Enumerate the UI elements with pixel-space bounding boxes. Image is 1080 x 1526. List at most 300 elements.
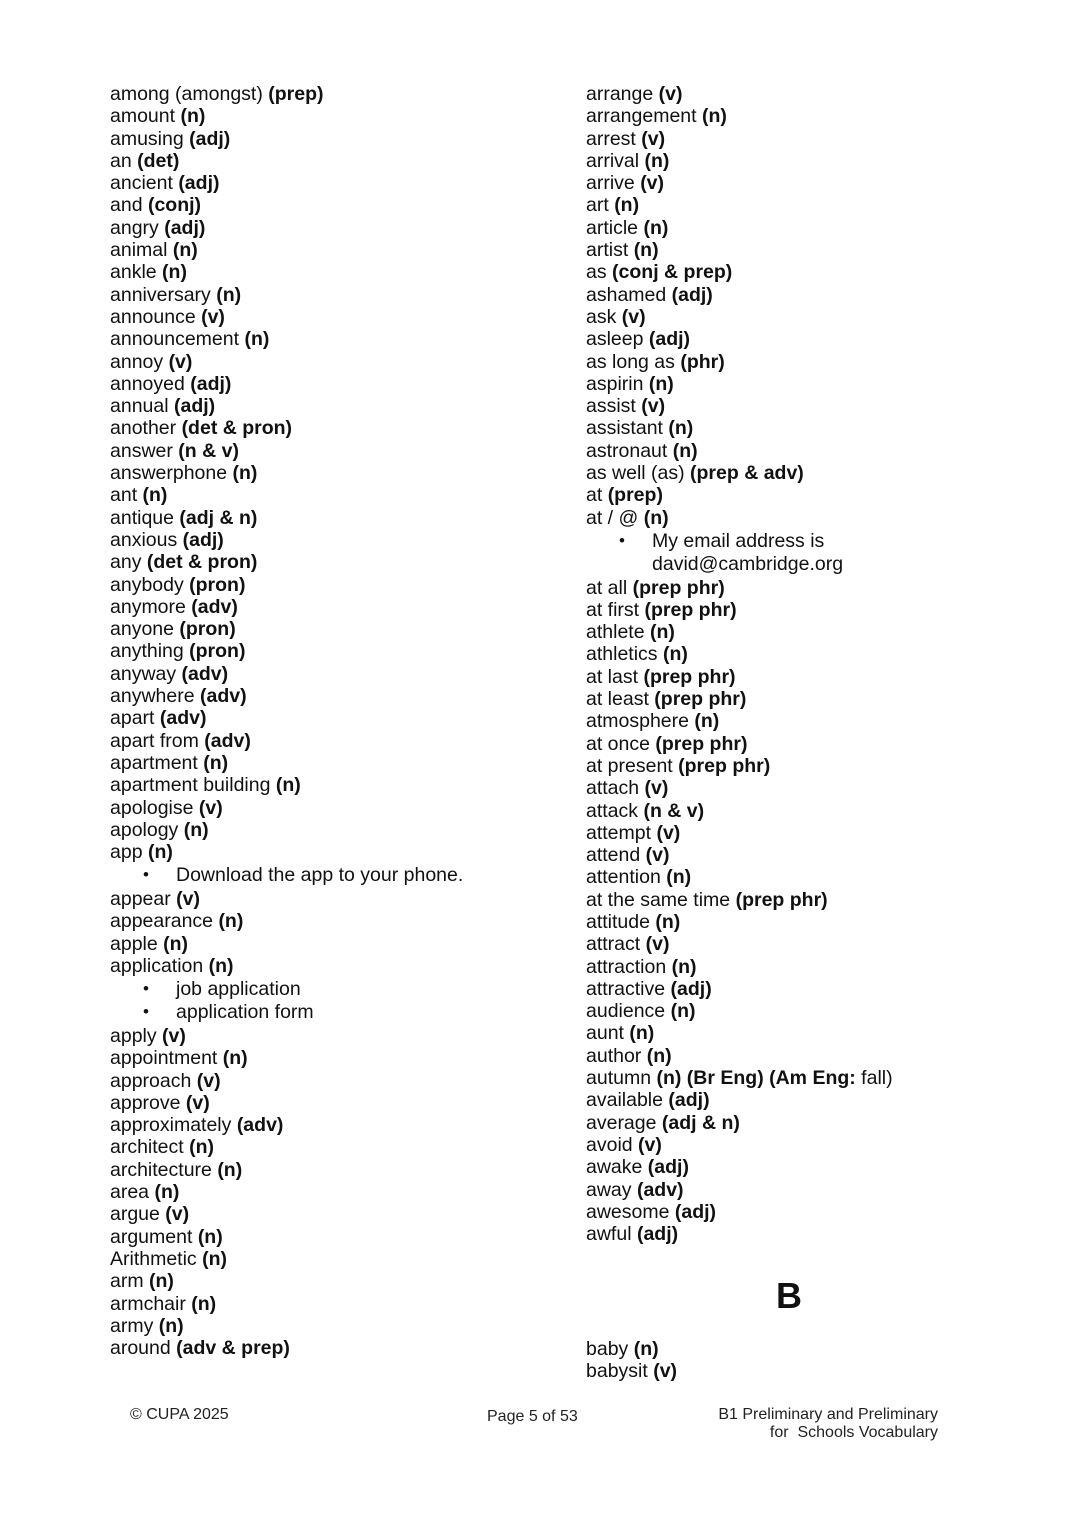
- part-of-speech: (n): [163, 932, 189, 955]
- vocab-entry: [586, 306, 1026, 328]
- part-of-speech: (adj): [636, 1223, 679, 1246]
- part-of-speech: (prep): [268, 83, 324, 105]
- vocab-entry: [110, 150, 550, 172]
- part-of-speech: (n): [191, 1292, 217, 1315]
- part-of-speech: (n): [643, 216, 669, 239]
- part-of-speech: (adj): [178, 172, 220, 195]
- right-word-column-b: [586, 1338, 1026, 1383]
- vocab-word: at once: [586, 732, 650, 755]
- vocab-word: appointment: [110, 1047, 218, 1070]
- vocab-entry: [110, 105, 550, 127]
- part-of-speech: (v): [653, 1360, 678, 1383]
- part-of-speech: (n & v): [643, 799, 705, 822]
- part-of-speech: (n): [633, 239, 659, 262]
- vocab-entry: [110, 261, 550, 283]
- part-of-speech: (n): [614, 194, 640, 217]
- vocab-entry: [110, 1025, 550, 1047]
- vocab-entry: [110, 239, 550, 261]
- vocab-word: ashamed: [586, 283, 667, 306]
- vocab-word: apartment building: [110, 774, 271, 797]
- part-of-speech: (v): [638, 1133, 662, 1156]
- vocab-word: any: [110, 551, 142, 574]
- vocab-entry: [110, 1337, 550, 1359]
- vocab-entry: [586, 1360, 1026, 1382]
- vocab-entry: [586, 172, 1026, 194]
- vocab-word: answerphone: [110, 462, 228, 485]
- vocab-entry: [110, 1203, 550, 1225]
- vocab-word: army: [110, 1314, 154, 1337]
- part-of-speech: (n): [666, 866, 692, 889]
- part-of-speech: (n): [183, 818, 209, 841]
- part-of-speech: (adj): [674, 1200, 717, 1223]
- part-of-speech: (v): [645, 933, 670, 956]
- vocab-entry: [110, 484, 550, 506]
- vocab-entry: [110, 1181, 550, 1203]
- part-of-speech: (n): [232, 462, 258, 485]
- part-of-speech: (v): [656, 821, 681, 844]
- vocab-entry: [110, 1248, 550, 1270]
- part-of-speech: (conj): [147, 194, 202, 217]
- vocab-word: assistant: [586, 417, 663, 440]
- vocab-word: attend: [586, 844, 641, 867]
- vocab-entry: [586, 956, 1026, 978]
- vocab-word: at least: [586, 688, 649, 711]
- vocab-word: antique: [110, 506, 174, 529]
- vocab-word: approach: [110, 1069, 192, 1092]
- vocab-entry: [110, 663, 550, 685]
- vocab-word: app: [110, 841, 143, 864]
- vocab-word: article: [586, 216, 639, 239]
- vocab-word: annual: [110, 395, 169, 418]
- part-of-speech: (pron): [189, 573, 246, 596]
- vocab-word: approve: [110, 1091, 181, 1114]
- part-of-speech: (n): [172, 239, 198, 262]
- vocab-entry: [110, 774, 550, 796]
- vocab-entry: [586, 822, 1026, 844]
- vocab-word: asleep: [586, 328, 644, 351]
- vocab-entry: [586, 1067, 1026, 1089]
- vocab-entry: [586, 599, 1026, 621]
- part-of-speech: (n) (Br Eng) (Am Eng:: [656, 1067, 856, 1090]
- vocab-word: art: [586, 194, 609, 217]
- vocab-entry: [586, 1089, 1026, 1111]
- part-of-speech: (det & pron): [181, 417, 293, 440]
- vocab-entry: [110, 1114, 550, 1136]
- vocab-word: away: [586, 1178, 632, 1201]
- vocab-word: astronaut: [586, 439, 668, 462]
- vocab-entry: [586, 1112, 1026, 1134]
- vocab-word: avoid: [586, 1133, 633, 1156]
- vocab-word: annoyed: [110, 372, 185, 395]
- part-of-speech: (n): [672, 439, 698, 462]
- example-bullet: • application form: [110, 1001, 550, 1024]
- footer-copyright: © CUPA 2025: [130, 1406, 229, 1423]
- part-of-speech: (adv): [236, 1114, 284, 1137]
- vocab-word: as well (as): [586, 462, 685, 485]
- vocab-word: attractive: [586, 977, 666, 1000]
- footer-title-line2: for Schools Vocabulary: [769, 1424, 938, 1441]
- vocab-entry: [110, 1315, 550, 1337]
- vocab-word: architecture: [110, 1158, 212, 1181]
- part-of-speech: (det): [137, 149, 180, 172]
- part-of-speech: (adj & n): [661, 1111, 740, 1134]
- vocab-entry: [110, 707, 550, 729]
- part-of-speech: (prep phr): [655, 732, 748, 755]
- vocab-entry: [110, 1070, 550, 1092]
- vocab-entry: [110, 1159, 550, 1181]
- vocab-entry: [110, 618, 550, 640]
- part-of-speech: (v): [621, 305, 646, 328]
- vocab-word: attention: [586, 866, 661, 889]
- part-of-speech: (prep): [607, 484, 663, 507]
- vocab-entry: [586, 373, 1026, 395]
- part-of-speech: (n): [154, 1181, 180, 1204]
- vocab-word: author: [586, 1044, 642, 1067]
- vocab-word: ask: [586, 305, 617, 328]
- part-of-speech: (phr): [680, 350, 725, 373]
- vocab-word: apartment: [110, 751, 198, 774]
- part-of-speech: (conj & prep): [612, 261, 733, 284]
- vocab-entry: [110, 306, 550, 328]
- vocab-entry: [110, 172, 550, 194]
- part-of-speech: (v): [185, 1091, 210, 1114]
- vocab-entry: [110, 640, 550, 662]
- vocab-word: at last: [586, 665, 639, 688]
- vocab-entry: [110, 730, 550, 752]
- vocab-entry: [110, 1226, 550, 1248]
- vocab-entry: [110, 841, 550, 863]
- part-of-speech: (n): [671, 955, 697, 978]
- part-of-speech: (adj): [671, 283, 713, 306]
- vocab-entry: [586, 83, 1026, 105]
- vocab-entry: [586, 284, 1026, 306]
- vocab-entry: [110, 910, 550, 932]
- part-of-speech: (prep phr): [643, 665, 736, 688]
- vocab-word: attack: [586, 799, 639, 822]
- vocab-word: amusing: [110, 127, 184, 150]
- vocab-entry: [586, 1134, 1026, 1156]
- vocab-word: attach: [586, 777, 640, 800]
- vocab-entry: [586, 688, 1026, 710]
- vocab-entry: [586, 666, 1026, 688]
- part-of-speech: (prep phr): [735, 888, 828, 911]
- part-of-speech: (adj): [670, 977, 712, 1000]
- vocab-word: animal: [110, 239, 168, 262]
- footer-page-number: Page 5 of 53: [487, 1408, 578, 1425]
- vocab-word: at the same time: [586, 888, 731, 911]
- vocab-entry: [586, 150, 1026, 172]
- part-of-speech: (n): [244, 328, 270, 351]
- vocab-word: Arithmetic: [110, 1247, 197, 1270]
- vocab-entry: [586, 866, 1026, 888]
- vocab-entry: [586, 889, 1026, 911]
- vocab-word: attempt: [586, 821, 652, 844]
- part-of-speech: (n): [643, 506, 669, 529]
- part-of-speech: (adv): [191, 595, 238, 618]
- vocab-entry: [110, 328, 550, 350]
- vocab-word: apology: [110, 818, 179, 841]
- part-of-speech: (n): [629, 1022, 655, 1045]
- vocab-entry: [586, 440, 1026, 462]
- part-of-speech: (n): [702, 105, 727, 128]
- part-of-speech: (adj): [647, 1156, 689, 1179]
- part-of-speech: (n): [222, 1047, 248, 1070]
- part-of-speech: (n): [644, 149, 670, 172]
- part-of-speech: (n): [142, 484, 168, 507]
- vocab-entry: [586, 105, 1026, 127]
- vocab-word: apart from: [110, 729, 199, 752]
- part-of-speech: (adv): [199, 685, 247, 708]
- part-of-speech: (v): [640, 172, 665, 195]
- vocab-entry: [586, 507, 1026, 529]
- vocab-word: autumn: [586, 1067, 652, 1090]
- section-letter-heading: B: [776, 1275, 802, 1316]
- part-of-speech: (n): [648, 372, 674, 395]
- vocab-entry: [110, 797, 550, 819]
- vocab-entry: [586, 777, 1026, 799]
- vocab-note: fall): [855, 1067, 893, 1090]
- example-bullet: • job application: [110, 978, 550, 1001]
- vocab-entry: [586, 1338, 1026, 1360]
- vocab-word: attitude: [586, 910, 650, 933]
- vocab-word: athletics: [586, 643, 658, 666]
- vocab-word: at all: [586, 576, 628, 599]
- vocab-word: attraction: [586, 955, 667, 978]
- vocab-entry: [586, 1000, 1026, 1022]
- vocab-word: answer: [110, 439, 173, 462]
- part-of-speech: (n): [189, 1136, 215, 1159]
- vocab-word: apologise: [110, 796, 194, 819]
- vocab-word: area: [110, 1181, 150, 1204]
- vocab-word: awful: [586, 1223, 632, 1246]
- part-of-speech: (v): [176, 888, 200, 911]
- vocab-entry: [586, 1201, 1026, 1223]
- vocab-word: artist: [586, 239, 629, 262]
- vocab-entry: [110, 1136, 550, 1158]
- vocab-entry: [586, 194, 1026, 216]
- vocab-entry: [110, 217, 550, 239]
- part-of-speech: (v): [165, 1203, 190, 1226]
- vocab-word: assist: [586, 395, 636, 418]
- vocab-word: arm: [110, 1270, 144, 1293]
- part-of-speech: (v): [658, 83, 683, 105]
- right-word-column: [586, 83, 1026, 1245]
- part-of-speech: (v): [645, 844, 670, 867]
- vocab-entry: [110, 551, 550, 573]
- vocab-entry: [586, 261, 1026, 283]
- part-of-speech: (n): [633, 1338, 659, 1360]
- vocab-word: arrest: [586, 127, 636, 150]
- vocab-word: baby: [586, 1338, 629, 1360]
- part-of-speech: (adv): [636, 1178, 684, 1201]
- part-of-speech: (n): [646, 1044, 672, 1067]
- vocab-word: anyway: [110, 662, 177, 685]
- vocab-word: armchair: [110, 1292, 186, 1315]
- vocab-word: announce: [110, 305, 196, 328]
- vocab-entry: [110, 888, 550, 910]
- vocab-entry: [586, 1179, 1026, 1201]
- vocab-entry: [586, 577, 1026, 599]
- vocab-entry: [110, 955, 550, 977]
- part-of-speech: (n): [216, 283, 242, 306]
- vocab-word: ant: [110, 484, 138, 507]
- part-of-speech: (n): [655, 910, 681, 933]
- vocab-entry: [586, 978, 1026, 1000]
- vocab-word: arrange: [586, 83, 654, 105]
- part-of-speech: (prep phr): [678, 754, 771, 777]
- vocab-entry: [586, 710, 1026, 732]
- part-of-speech: (n): [668, 417, 694, 440]
- left-word-column: [110, 83, 550, 1359]
- vocab-word: anyone: [110, 618, 174, 641]
- part-of-speech: (adj): [648, 328, 691, 351]
- vocab-word: at first: [586, 598, 640, 621]
- vocab-entry: [110, 1047, 550, 1069]
- vocab-entry: [586, 1045, 1026, 1067]
- vocab-word: among (amongst): [110, 83, 263, 105]
- part-of-speech: (pron): [189, 640, 246, 663]
- vocab-entry: [110, 194, 550, 216]
- vocab-entry: [586, 128, 1026, 150]
- vocab-word: anything: [110, 640, 184, 663]
- vocab-word: amount: [110, 105, 176, 128]
- vocab-entry: [586, 755, 1026, 777]
- vocab-word: another: [110, 417, 177, 440]
- vocab-entry: [110, 819, 550, 841]
- vocab-word: aunt: [586, 1022, 624, 1045]
- part-of-speech: (v): [201, 305, 225, 328]
- vocab-entry: [110, 462, 550, 484]
- vocab-word: attract: [586, 933, 641, 956]
- part-of-speech: (v): [198, 796, 223, 819]
- vocab-entry: [110, 752, 550, 774]
- vocab-word: apart: [110, 707, 155, 730]
- vocab-entry: [586, 643, 1026, 665]
- part-of-speech: (n): [670, 1000, 696, 1023]
- part-of-speech: (adv & prep): [176, 1337, 290, 1360]
- vocab-word: anybody: [110, 573, 184, 596]
- vocab-entry: [586, 395, 1026, 417]
- vocab-word: babysit: [586, 1360, 648, 1383]
- vocab-word: available: [586, 1089, 663, 1112]
- part-of-speech: (det & pron): [146, 551, 258, 574]
- part-of-speech: (v): [641, 127, 666, 150]
- part-of-speech: (n): [694, 710, 720, 733]
- part-of-speech: (v): [644, 777, 669, 800]
- vocab-word: argument: [110, 1225, 193, 1248]
- vocab-word: average: [586, 1111, 657, 1134]
- vocab-entry: [110, 417, 550, 439]
- vocab-word: an: [110, 149, 132, 172]
- part-of-speech: (adj & n): [179, 506, 258, 529]
- vocab-word: arrive: [586, 172, 635, 195]
- vocab-word: audience: [586, 1000, 666, 1023]
- vocab-word: around: [110, 1337, 171, 1360]
- vocab-word: aspirin: [586, 372, 644, 395]
- vocab-word: as: [586, 261, 607, 284]
- vocab-word: announcement: [110, 328, 240, 351]
- vocab-entry: [110, 685, 550, 707]
- part-of-speech: (adj): [173, 395, 216, 418]
- part-of-speech: (n): [649, 621, 675, 644]
- part-of-speech: (pron): [179, 618, 236, 641]
- vocab-word: awake: [586, 1156, 643, 1179]
- vocab-entry: [586, 933, 1026, 955]
- vocab-entry: [586, 621, 1026, 643]
- part-of-speech: (n): [180, 105, 206, 128]
- part-of-speech: (prep & adv): [690, 462, 804, 485]
- vocab-word: appearance: [110, 910, 214, 933]
- part-of-speech: (adv): [159, 707, 207, 730]
- part-of-speech: (n): [275, 774, 301, 797]
- vocab-entry: [110, 351, 550, 373]
- vocab-word: arrival: [586, 149, 640, 172]
- vocab-entry: [110, 83, 550, 105]
- vocab-entry: [110, 507, 550, 529]
- vocab-word: approximately: [110, 1114, 232, 1137]
- footer-document-title: [716, 1406, 938, 1442]
- vocab-entry: [110, 1293, 550, 1315]
- vocab-entry: [110, 440, 550, 462]
- vocab-word: application: [110, 955, 204, 978]
- part-of-speech: (n): [217, 1158, 243, 1181]
- vocab-word: apply: [110, 1024, 157, 1047]
- vocab-entry: [110, 395, 550, 417]
- vocab-entry: [586, 484, 1026, 506]
- vocab-entry: [110, 596, 550, 618]
- vocab-entry: [110, 128, 550, 150]
- vocab-word: atmosphere: [586, 710, 689, 733]
- vocab-word: anxious: [110, 528, 178, 551]
- part-of-speech: (v): [162, 1024, 186, 1047]
- vocab-word: athlete: [586, 621, 645, 644]
- part-of-speech: (adv): [204, 729, 251, 752]
- part-of-speech: (n): [218, 910, 244, 933]
- vocab-entry: [110, 1270, 550, 1292]
- vocab-entry: [586, 328, 1026, 350]
- vocab-entry: [586, 217, 1026, 239]
- vocab-word: argue: [110, 1203, 160, 1226]
- vocab-word: anniversary: [110, 283, 211, 306]
- part-of-speech: (n): [162, 261, 187, 284]
- part-of-speech: (n): [208, 955, 234, 978]
- vocab-entry: [586, 351, 1026, 373]
- vocab-entry: [586, 1156, 1026, 1178]
- part-of-speech: (v): [168, 350, 193, 373]
- vocab-word: arrangement: [586, 105, 697, 128]
- footer-title-line1: B1 Preliminary and Preliminary: [718, 1406, 938, 1423]
- part-of-speech: (adj): [668, 1089, 710, 1112]
- part-of-speech: (prep phr): [654, 688, 747, 711]
- vocab-word: at present: [586, 754, 673, 777]
- part-of-speech: (n): [158, 1314, 184, 1337]
- vocab-entry: [586, 733, 1026, 755]
- part-of-speech: (adj): [182, 528, 224, 551]
- vocab-word: architect: [110, 1136, 184, 1159]
- vocab-entry: [586, 1223, 1026, 1245]
- example-bullet: • My email address is david@cambridge.org: [586, 530, 1026, 576]
- part-of-speech: (v): [641, 395, 666, 418]
- vocab-entry: [110, 1092, 550, 1114]
- vocab-word: and: [110, 194, 143, 217]
- part-of-speech: (prep phr): [644, 598, 737, 621]
- vocab-word: annoy: [110, 350, 164, 373]
- vocab-entry: [110, 373, 550, 395]
- part-of-speech: (n): [147, 841, 173, 864]
- vocab-word: appear: [110, 888, 171, 911]
- vocab-word: angry: [110, 216, 159, 239]
- part-of-speech: (adj): [190, 372, 232, 395]
